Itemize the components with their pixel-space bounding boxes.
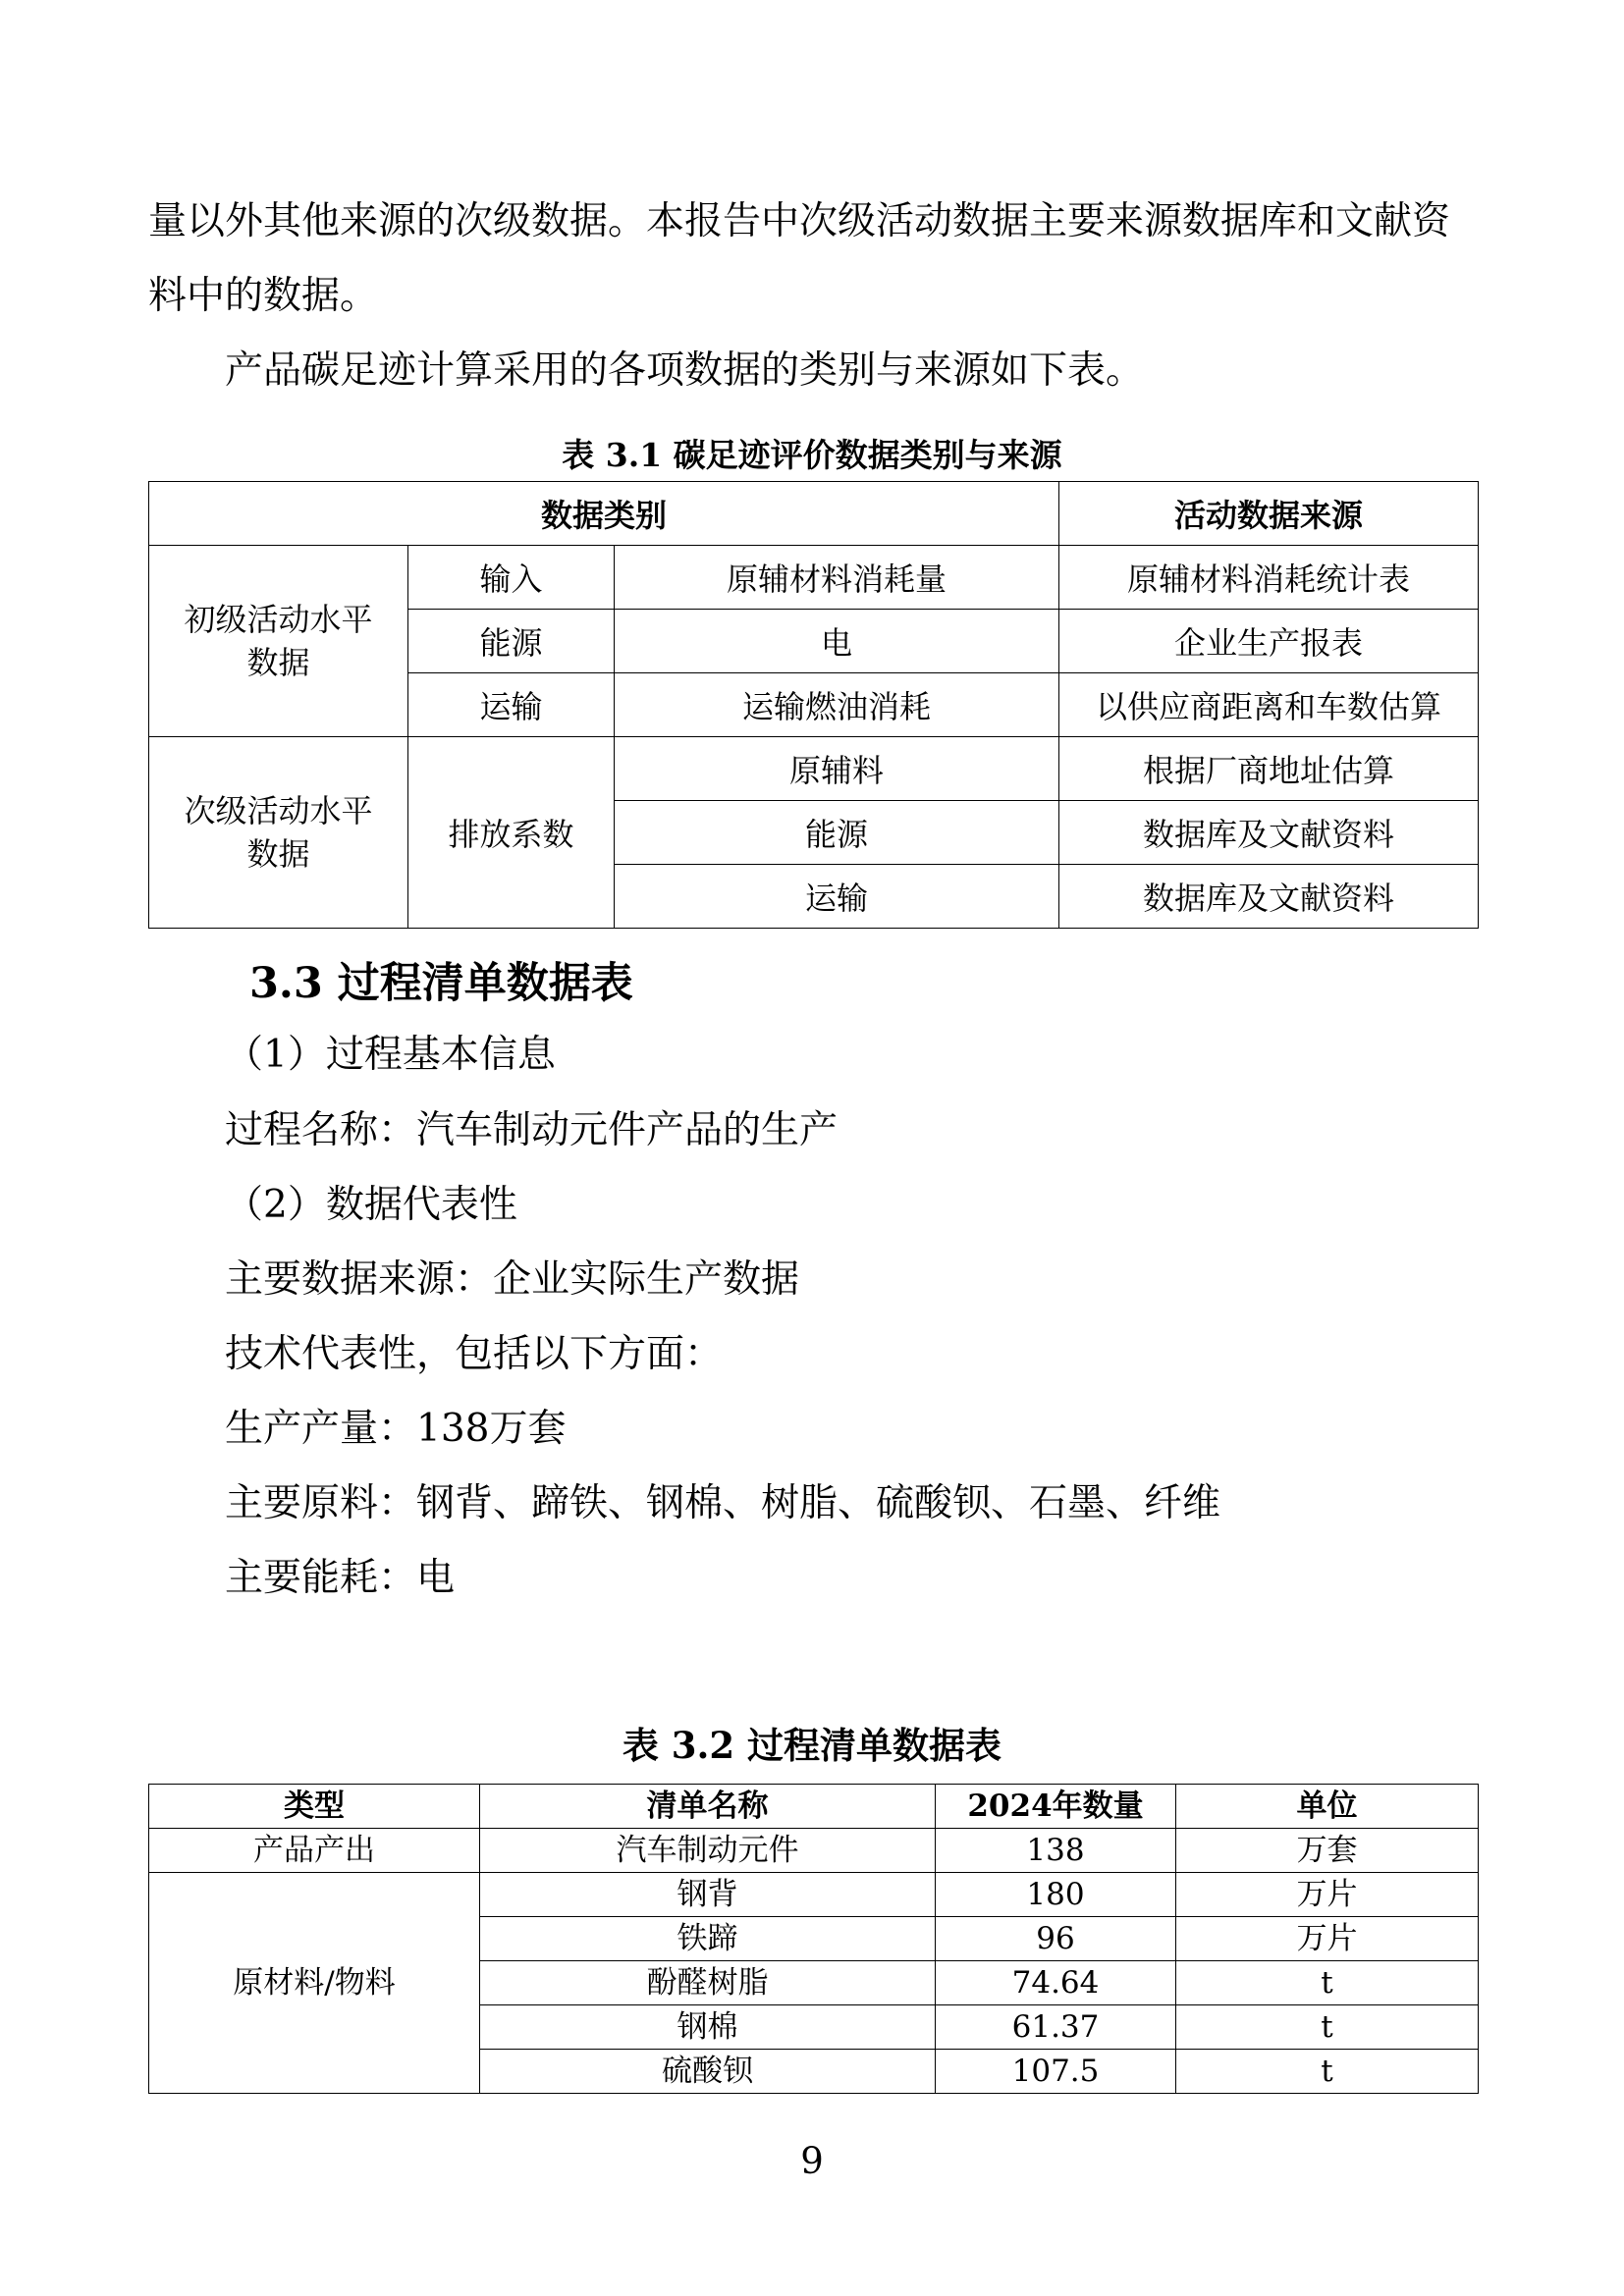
- secondary-label-line2: 数据: [246, 835, 310, 873]
- cell-type: 产品产出: [149, 1829, 480, 1873]
- section-line: （2）数据代表性: [225, 1183, 517, 1227]
- secondary-label-line1: 次级活动水平: [184, 792, 373, 829]
- cell-source: 根据厂商地址估算: [1059, 737, 1479, 801]
- cell-qty: 61.37: [936, 2005, 1176, 2050]
- cell-unit: t: [1176, 1961, 1479, 2005]
- section-line: 过程名称：汽车制动元件产品的生产: [225, 1108, 839, 1152]
- cell-qty: 180: [936, 1873, 1176, 1917]
- intro-line-2: 料中的数据。: [148, 274, 379, 318]
- cell-name: 汽车制动元件: [480, 1829, 936, 1873]
- table-header-row: [149, 1785, 1479, 1829]
- section-line: 主要能耗：电: [225, 1556, 456, 1600]
- cell-qty: 74.64: [936, 1961, 1176, 2005]
- primary-label-line2: 数据: [246, 644, 310, 681]
- section-line: 技术代表性，包括以下方面：: [225, 1332, 724, 1376]
- cell-source: 原辅材料消耗统计表: [1059, 546, 1479, 610]
- cell-name: 钢棉: [480, 2005, 936, 2050]
- table2-caption: 表 3.2 过程清单数据表: [622, 1724, 1002, 1767]
- process-inventory-table: [148, 1784, 1479, 2094]
- cell-name: 铁蹄: [480, 1917, 936, 1961]
- table-row: [149, 546, 1479, 610]
- page-number: 9: [800, 2140, 824, 2182]
- table-row: [149, 1873, 1479, 1917]
- primary-label-line1: 初级活动水平: [184, 601, 373, 638]
- secondary-label: [149, 737, 408, 929]
- header-category: 数据类别: [149, 482, 1059, 546]
- cell-type: 原材料/物料: [149, 1873, 480, 2094]
- cell-unit: 万片: [1176, 1917, 1479, 1961]
- section-line: 生产产量：138万套: [225, 1407, 567, 1451]
- cell-type: 能源: [408, 610, 615, 673]
- table-row: [149, 737, 1479, 801]
- cell-qty: 96: [936, 1917, 1176, 1961]
- cell-source: 数据库及文献资料: [1059, 865, 1479, 929]
- cell-type: 输入: [408, 546, 615, 610]
- cell-item: 电: [615, 610, 1059, 673]
- table-row: [149, 482, 1479, 546]
- primary-label: [149, 546, 408, 737]
- header-source: 活动数据来源: [1059, 482, 1479, 546]
- cell-source: 企业生产报表: [1059, 610, 1479, 673]
- cell-item: 运输: [615, 865, 1059, 929]
- section-line: （1）过程基本信息: [225, 1033, 556, 1077]
- table-row: [149, 1829, 1479, 1873]
- header-qty: 2024年数量: [936, 1785, 1176, 1829]
- cell-type: 排放系数: [408, 737, 615, 929]
- cell-source: 以供应商距离和车数估算: [1059, 673, 1479, 737]
- cell-qty: 107.5: [936, 2050, 1176, 2094]
- cell-item: 运输燃油消耗: [615, 673, 1059, 737]
- cell-unit: 万套: [1176, 1829, 1479, 1873]
- intro-line-1: 量以外其他来源的次级数据。本报告中次级活动数据主要来源数据库和文献资: [148, 199, 1451, 243]
- cell-name: 硫酸钡: [480, 2050, 936, 2094]
- cell-item: 原辅料: [615, 737, 1059, 801]
- intro-line-3: 产品碳足迹计算采用的各项数据的类别与来源如下表。: [225, 348, 1145, 393]
- cell-unit: 万片: [1176, 1873, 1479, 1917]
- cell-type: 运输: [408, 673, 615, 737]
- cell-unit: t: [1176, 2050, 1479, 2094]
- cell-source: 数据库及文献资料: [1059, 801, 1479, 865]
- cell-qty: 138: [936, 1829, 1176, 1873]
- cell-unit: t: [1176, 2005, 1479, 2050]
- cell-name: 酚醛树脂: [480, 1961, 936, 2005]
- cell-item: 原辅材料消耗量: [615, 546, 1059, 610]
- header-name: 清单名称: [480, 1785, 936, 1829]
- section-heading: 3.3 过程清单数据表: [249, 959, 633, 1008]
- cell-item: 能源: [615, 801, 1059, 865]
- section-line: 主要原料：钢背、蹄铁、钢棉、树脂、硫酸钡、石墨、纤维: [225, 1481, 1221, 1525]
- header-type: 类型: [149, 1785, 480, 1829]
- data-category-table: [148, 481, 1479, 929]
- cell-name: 钢背: [480, 1873, 936, 1917]
- header-unit: 单位: [1176, 1785, 1479, 1829]
- section-line: 主要数据来源：企业实际生产数据: [225, 1257, 800, 1302]
- table1-caption: 表 3.1 碳足迹评价数据类别与来源: [562, 436, 1062, 474]
